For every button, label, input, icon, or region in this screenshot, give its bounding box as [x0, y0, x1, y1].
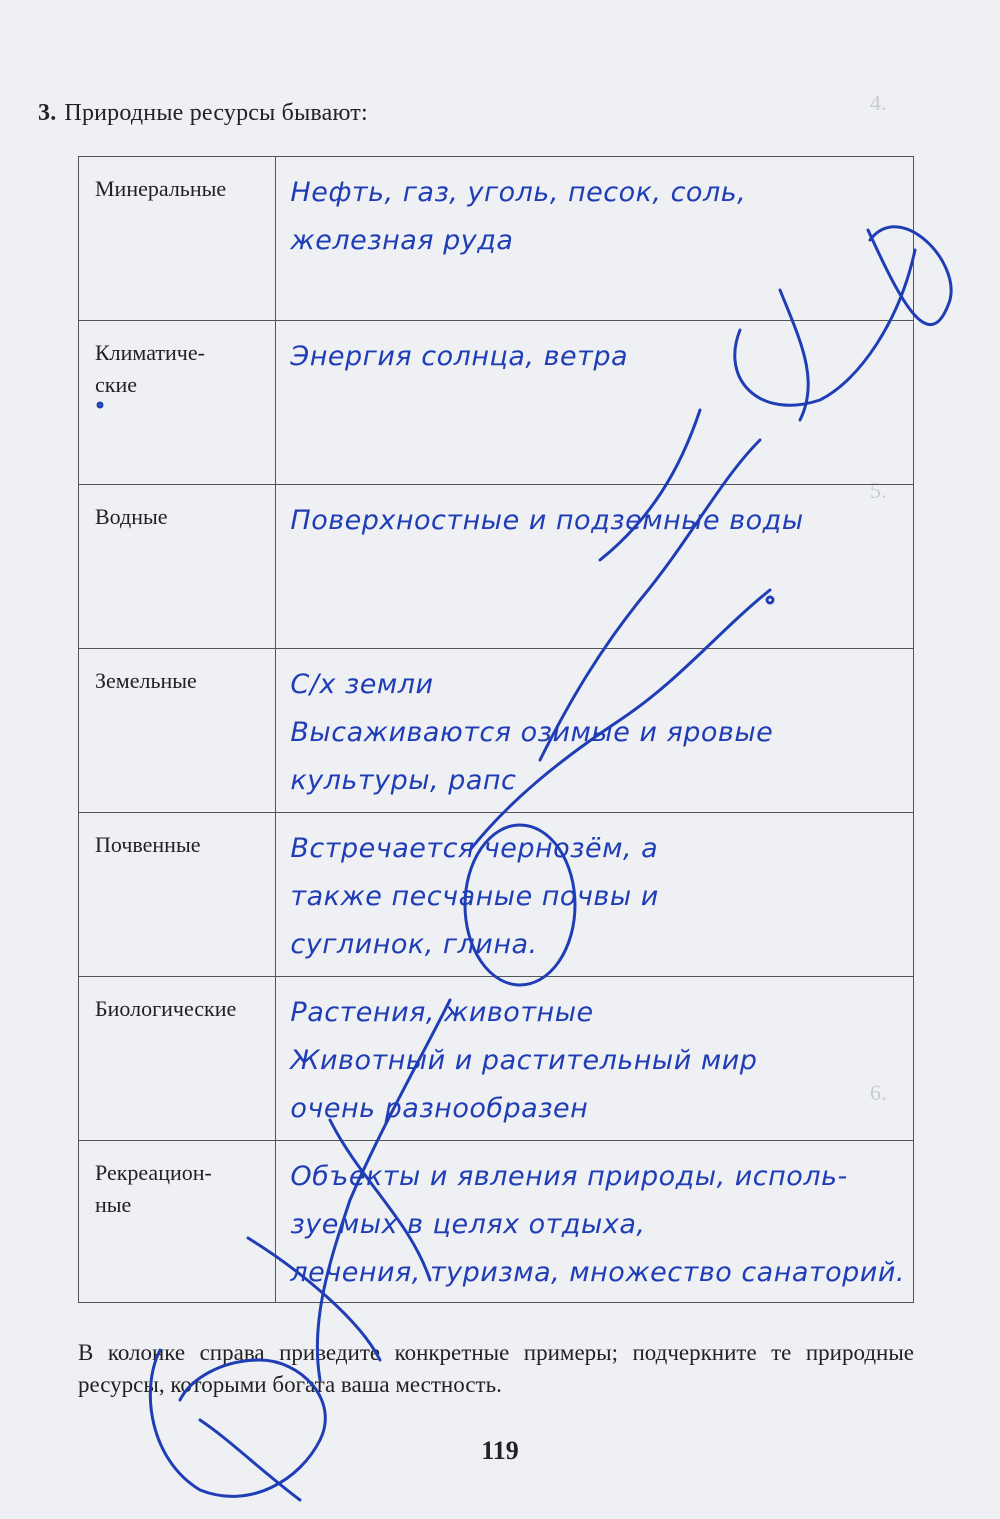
task-number: 3. [38, 100, 57, 126]
show-through-text: 6. [870, 1080, 887, 1105]
category-label: ские [95, 372, 137, 397]
answer-line: Растения, животные [290, 997, 594, 1028]
resource-category [79, 485, 276, 649]
answer-line: также песчаные почвы и [290, 881, 659, 912]
resource-category [79, 1141, 276, 1303]
handwritten-answer [276, 649, 914, 813]
resource-category [79, 157, 276, 321]
answer-line: Поверхностные и подземные воды [290, 505, 804, 536]
handwritten-answer [276, 977, 914, 1141]
answer-line: Объекты и явления природы, исполь- [290, 1161, 848, 1192]
category-label: Климатиче- [95, 340, 205, 365]
answer-line: культуры, рапс [290, 765, 517, 796]
answer-line: С/х земли [290, 669, 434, 700]
answer-line: лечения, туризма, множество санаторий. [290, 1257, 905, 1288]
page-number: 119 [481, 1436, 519, 1465]
resource-category [79, 649, 276, 813]
answer-line: зуемых в целях отдыха, [290, 1209, 646, 1240]
handwritten-answer [276, 485, 914, 649]
answer-line: Высаживаются озимые и яровые [290, 717, 774, 748]
instruction-text: В колонке справа приведите конкретные примеры; подчеркните те природные ресурсы, которыми богата ваша местность. [78, 1340, 914, 1397]
resources-table [78, 156, 914, 1303]
table-row [79, 977, 914, 1141]
task-title: Природные ресурсы бывают: [64, 100, 368, 126]
table-row [79, 1141, 914, 1303]
resource-category [79, 977, 276, 1141]
task-heading [38, 100, 368, 127]
resource-category [79, 813, 276, 977]
table-row [79, 157, 914, 321]
answer-line: Животный и растительный мир [290, 1045, 758, 1076]
category-label: Биологические [95, 996, 237, 1021]
answer-line: Энергия солнца, ветра [290, 341, 629, 372]
answer-line: железная руда [290, 225, 514, 256]
handwritten-answer [276, 321, 914, 485]
answer-line: суглинок, глина. [290, 929, 538, 960]
answer-line: Нефть, газ, уголь, песок, соль, [290, 177, 747, 208]
category-label: Рекреацион- [95, 1160, 212, 1185]
category-label: Почвенные [95, 832, 201, 857]
table-row [79, 813, 914, 977]
handwritten-answer [276, 1141, 914, 1303]
resource-category [79, 321, 276, 485]
handwritten-answer [276, 813, 914, 977]
answer-line: очень разнообразен [290, 1093, 589, 1124]
table-row [79, 649, 914, 813]
category-label: Земельные [95, 668, 197, 693]
show-through-text: 4. [870, 90, 887, 115]
table-row [79, 485, 914, 649]
table-row [79, 321, 914, 485]
category-label: ные [95, 1192, 132, 1217]
category-label: Минеральные [95, 176, 227, 201]
answer-line: Встречается чернозём, а [290, 833, 659, 864]
handwritten-answer [276, 157, 914, 321]
category-label: Водные [95, 504, 168, 529]
show-through-text: 5. [870, 478, 887, 503]
